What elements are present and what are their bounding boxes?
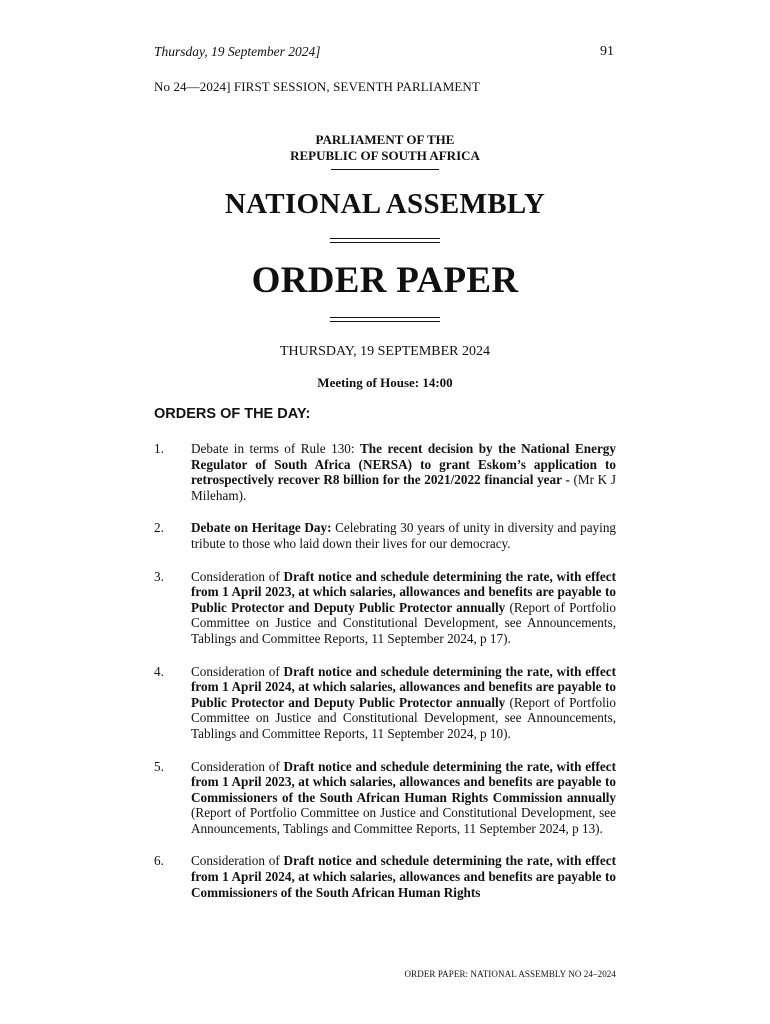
meeting-time: Meeting of House: 14:00 <box>317 375 453 390</box>
order-item-number: 3. <box>154 568 164 584</box>
order-item-subject: Draft notice and schedule determining the rate, with effect from 1 April 2024, at which salaries, allowances and benefits are payable to Commissioners of the South African Human Rights <box>191 853 616 900</box>
order-item-number: 2. <box>154 520 164 536</box>
order-paper-title: ORDER PAPER <box>251 260 519 301</box>
page-number: 91 <box>600 44 614 59</box>
parliament-block <box>0 132 770 170</box>
order-item-number: 5. <box>154 758 164 774</box>
running-header <box>154 44 614 64</box>
order-item-tail: (Report of Portfolio Committee on Justice and Constitutional Development, see Announcements, Tablings and Committee Reports, 11 September 2024, p 17). <box>191 599 616 646</box>
double-rule-top <box>330 238 440 243</box>
order-item <box>154 664 616 742</box>
parliament-rule <box>331 169 439 170</box>
order-item-text <box>191 664 616 742</box>
orders-list <box>154 441 616 917</box>
order-item-subject: The recent decision by the National Energy Regulator of South Africa (NERSA) to grant Eskom’s application to retrospectively recover R8 billion for the 2021/2022 financial year - <box>191 441 616 488</box>
parliament-line-2: REPUBLIC OF SOUTH AFRICA <box>290 148 480 163</box>
order-item-subject: Draft notice and schedule determining the rate, with effect from 1 April 2024, at which salaries, allowances and benefits are payable to Public Protector and Deputy Public Protector annually <box>191 663 616 710</box>
order-item-subject: Draft notice and schedule determining the rate, with effect from 1 April 2023, at which salaries, allowances and benefits are payable to Commissioners of the South African Human Rights Commission annually <box>191 758 616 805</box>
order-item-lead: Consideration of <box>191 568 284 584</box>
parliament-line-1: PARLIAMENT OF THE <box>315 132 455 147</box>
order-item-number: 4. <box>154 663 164 679</box>
order-item <box>154 759 616 837</box>
assembly-title: NATIONAL ASSEMBLY <box>224 188 546 220</box>
order-item-lead: Consideration of <box>191 663 284 679</box>
order-item-text <box>191 759 616 837</box>
order-item <box>154 441 616 503</box>
order-item-tail: (Mr K J Mileham). <box>191 472 616 503</box>
order-item-text <box>191 520 616 551</box>
order-item-text <box>191 569 616 647</box>
sitting-date: THURSDAY, 19 SEPTEMBER 2024 <box>279 344 491 359</box>
issue-line: No 24—2024] FIRST SESSION, SEVENTH PARLIAMENT <box>154 79 480 94</box>
order-item-lead: Debate in terms of Rule 130: <box>191 441 361 456</box>
order-item-number: 6. <box>154 853 164 869</box>
page-footer: ORDER PAPER: NATIONAL ASSEMBLY NO 24–2024 <box>404 969 616 979</box>
order-item-subject: Draft notice and schedule determining the rate, with effect from 1 April 2023, at which salaries, allowances and benefits are payable to Public Protector and Deputy Public Protector annually <box>191 568 616 615</box>
orders-heading: ORDERS OF THE DAY: <box>154 406 311 422</box>
order-item-text <box>191 853 616 900</box>
order-item-tail: Celebrating 30 years of unity in diversity and paying tribute to those who laid down their lives for our democracy. <box>191 520 617 551</box>
order-item <box>154 520 616 551</box>
order-item-lead: Consideration of <box>191 853 284 869</box>
order-item-number: 1. <box>154 441 164 456</box>
order-item-tail: (Report of Portfolio Committee on Justice and Constitutional Development, see Announcements, Tablings and Committee Reports, 11 September 2024, p 10). <box>191 694 616 741</box>
order-item-tail: (Report of Portfolio Committee on Justice and Constitutional Development, see Announcements, Tablings and Committee Reports, 11 September 2024, p 13). <box>191 805 616 836</box>
order-item-text <box>191 441 616 503</box>
order-item-subject: Debate on Heritage Day: <box>191 520 336 536</box>
double-rule-bottom <box>330 317 440 322</box>
order-item <box>154 569 616 647</box>
order-item <box>154 853 616 900</box>
order-item-lead: Consideration of <box>191 758 284 774</box>
running-date: Thursday, 19 September 2024] <box>154 44 321 59</box>
